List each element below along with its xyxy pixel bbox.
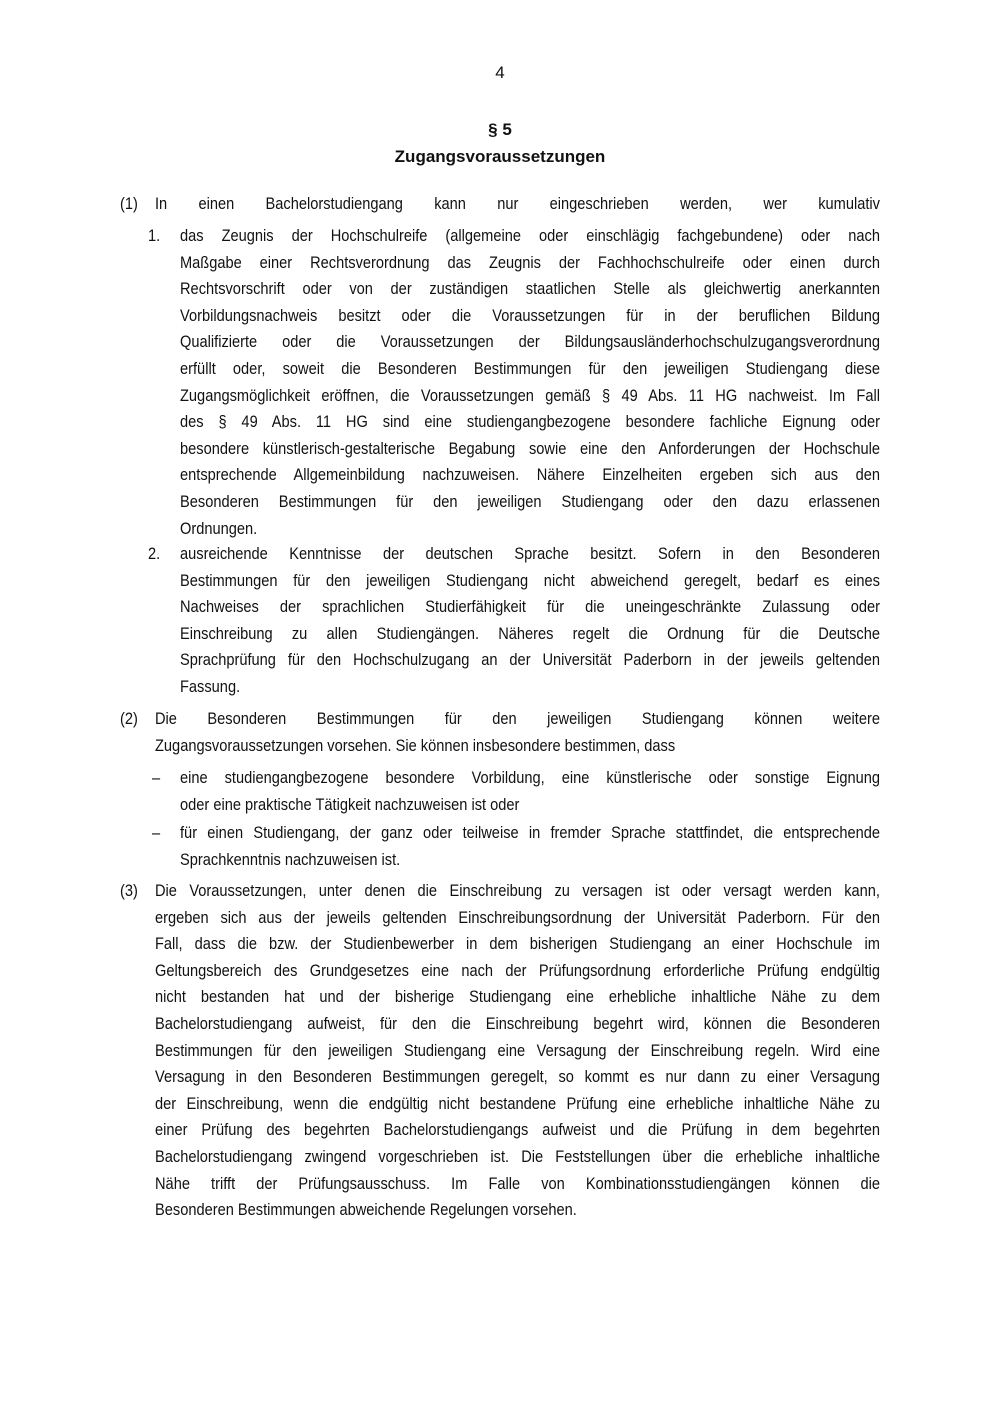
- section-title: Zugangsvoraussetzungen: [394, 147, 606, 166]
- paragraph-2-label: (2): [120, 709, 138, 728]
- text-line: besondere künstlerisch-gestalterische Begabung sowie eine den Anforderungen der Hochschule: [180, 438, 880, 458]
- text-line: Nachweises der sprachlichen Studierfähigkeit für die uneingeschränkte Zulassung oder: [180, 597, 880, 617]
- text-line: Vorbildungsnachweis besitzt oder die Voraussetzungen für in der beruflichen Bildung: [180, 305, 880, 325]
- text-line: Ordnungen.: [180, 518, 258, 538]
- text-line: erfüllt oder, soweit die Besonderen Bestimmungen für den jeweiligen Studiengang diese: [180, 358, 880, 378]
- text-line: Die Besonderen Bestimmungen für den jeweiligen Studiengang können weitere: [155, 709, 880, 728]
- paragraph-3-text: [155, 878, 880, 1224]
- text-line: des § 49 Abs. 11 HG sind eine studiengangbezogene besondere fachliche Eignung oder: [180, 412, 880, 432]
- text-line: Zugangsmöglichkeit eröffnen, die Voraussetzungen gemäß § 49 Abs. 11 HG nachweist. Im Fall: [180, 385, 880, 405]
- text-line: Bachelorstudiengang aufweist, für den die Einschreibung begehrt wird, können die Besonderen: [155, 1013, 880, 1033]
- text-line: Bachelorstudiengang zwingend vorgeschrieben ist. Die Feststellungen über die erhebliche inhaltliche: [155, 1146, 880, 1166]
- dash-item-1-text: [180, 765, 880, 818]
- text-line: Besonderen Bestimmungen abweichende Regelungen vorsehen.: [155, 1200, 577, 1220]
- text-line: der Einschreibung, wenn die endgültig nicht bestandene Prüfung eine erhebliche inhaltliche Nähe zu: [155, 1093, 880, 1113]
- text-line: Zugangsvoraussetzungen vorsehen. Sie können insbesondere bestimmen, dass: [155, 735, 676, 755]
- text-line: Qualifizierte oder die Voraussetzungen der Bildungsausländerhochschulzugangsverordnung: [180, 332, 880, 352]
- text-line: Fassung.: [180, 676, 241, 696]
- text-line: Besonderen Bestimmungen für den jeweiligen Studiengang oder den dazu erlassenen: [180, 491, 880, 511]
- text-line: In einen Bachelorstudiengang kann nur eingeschrieben werden, wer kumulativ: [155, 194, 880, 213]
- text-line: Fall, dass die bzw. der Studienbewerber in dem bisherigen Studiengang an einer Hochschule im: [155, 934, 880, 954]
- text-line: das Zeugnis der Hochschulreife (allgemeine oder einschlägig fachgebundene) oder nach: [180, 226, 880, 245]
- text-line: ausreichende Kenntnisse der deutschen Sprache besitzt. Sofern in den Besonderen: [180, 544, 880, 563]
- paragraph-2-text: [155, 706, 880, 759]
- list-item-2-label: 2.: [148, 544, 161, 563]
- section-number: § 5: [488, 120, 512, 139]
- text-line: entsprechende Allgemeinbildung nachzuweisen. Nähere Einzelheiten ergeben sich aus den: [180, 465, 880, 485]
- dash-item-1-label: –: [152, 768, 161, 787]
- text-line: eine studiengangbezogene besondere Vorbildung, eine künstlerische oder sonstige Eignung: [180, 768, 880, 787]
- list-item-2-text: [180, 541, 880, 701]
- text-line: ergeben sich aus der jeweils geltenden Einschreibungsordnung der Universität Paderborn. Für den: [155, 907, 880, 927]
- dash-item-2-text: [180, 820, 880, 873]
- text-line: Geltungsbereich des Grundgesetzes eine nach der Prüfungsordnung erforderliche Prüfung endgültig: [155, 960, 880, 980]
- dash-item-2-label: –: [152, 823, 161, 842]
- list-item-1-label: 1.: [148, 226, 161, 245]
- text-line: Bestimmungen für den jeweiligen Studiengang nicht abweichend geregelt, bedarf es eines: [180, 570, 880, 590]
- paragraph-3-label: (3): [120, 881, 138, 900]
- text-line: nicht bestanden hat und der bisherige Studiengang eine erhebliche inhaltliche Nähe zu dem: [155, 987, 880, 1007]
- text-line: Einschreibung zu allen Studiengängen. Näheres regelt die Ordnung für die Deutsche: [180, 623, 880, 643]
- text-line: Sprachkenntnis nachzuweisen ist.: [180, 849, 401, 869]
- text-line: Sprachprüfung für den Hochschulzugang an der Universität Paderborn in der jeweils geltenden: [180, 650, 880, 670]
- text-line: Maßgabe einer Rechtsverordnung das Zeugnis der Fachhochschulreife oder einen durch: [180, 252, 880, 272]
- list-item-1-text: [180, 223, 880, 542]
- page-number: 4: [495, 63, 505, 82]
- text-line: Bestimmungen für den jeweiligen Studiengang eine Versagung der Einschreibung regeln. Wird eine: [155, 1040, 880, 1060]
- text-line: einer Prüfung des begehrten Bachelorstudiengangs aufweist und die Prüfung in dem begehrten: [155, 1120, 880, 1140]
- text-line: Rechtsvorschrift oder von der zuständigen staatlichen Stelle als gleichwertig anerkannten: [180, 279, 880, 299]
- text-line: für einen Studiengang, der ganz oder teilweise in fremder Sprache stattfindet, die entsprechende: [180, 823, 880, 842]
- text-line: Nähe trifft der Prüfungsausschuss. Im Falle von Kombinationsstudiengängen können die: [155, 1173, 880, 1193]
- paragraph-1-text: [155, 191, 880, 218]
- paragraph-1-label: (1): [120, 194, 138, 213]
- text-line: Die Voraussetzungen, unter denen die Einschreibung zu versagen ist oder versagt werden kann,: [155, 881, 880, 900]
- text-line: oder eine praktische Tätigkeit nachzuweisen ist oder: [180, 794, 520, 814]
- text-line: Versagung in den Besonderen Bestimmungen geregelt, so kommt es nur dann zu einer Versagung: [155, 1067, 880, 1087]
